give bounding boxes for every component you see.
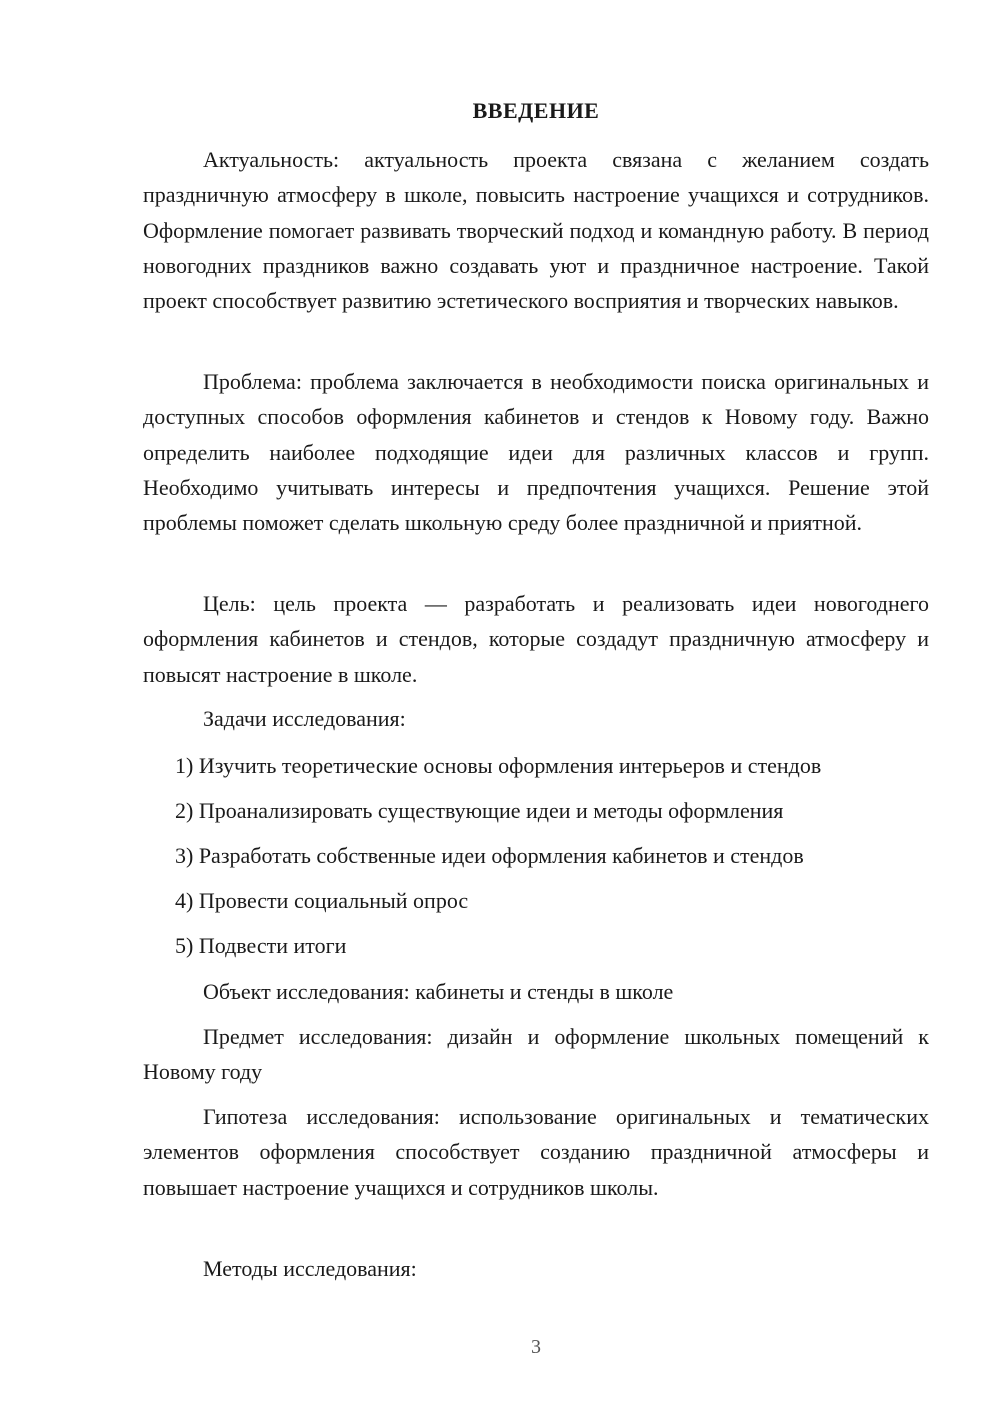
problem-paragraph: Проблема: проблема заключается в необходимости поиска оригинальных и доступных способов оформления кабинетов и стендов к Новому году. Важно определить наиболее подходящие идеи для различных классов и групп. Необходимо учитывать интересы и предпочтения учащихся. Решение этой проблемы поможет сделать школьную среду более праздничной и приятной. — [143, 369, 929, 536]
task-item: 3) Разработать собственные идеи оформления кабинетов и стендов — [175, 843, 804, 868]
object-paragraph: Объект исследования: кабинеты и стенды в школе — [203, 979, 674, 1004]
task-item: 1) Изучить теоретические основы оформления интерьеров и стендов — [175, 753, 822, 778]
relevance-paragraph: Актуальность: актуальность проекта связана с желанием создать праздничную атмосферу в школе, повысить настроение учащихся и сотрудников. Оформление помогает развивать творческий подход и командную работу. В период новогодних праздников важно создавать уют и праздничное настроение. Такой проект способствует развитию эстетического восприятия и творческих навыков. — [143, 147, 929, 314]
document-page — [143, 0, 929, 1414]
task-item: 2) Проанализировать существующие идеи и методы оформления — [175, 798, 784, 823]
goal-paragraph: Цель: цель проекта — разработать и реализовать идеи новогоднего оформления кабинетов и стендов, которые создадут праздничную атмосферу и повысят настроение в школе. — [143, 591, 929, 687]
tasks-title: Задачи исследования: — [203, 706, 406, 731]
hypothesis-paragraph: Гипотеза исследования: использование оригинальных и тематических элементов оформления способствует созданию праздничной атмосферы и повышает настроение учащихся и сотрудников школы. — [143, 1104, 929, 1200]
page-number: 3 — [531, 1336, 541, 1358]
task-item: 4) Провести социальный опрос — [175, 888, 469, 913]
subject-paragraph: Предмет исследования: дизайн и оформление школьных помещений к Новому году — [143, 1024, 929, 1085]
section-heading: ВВЕДЕНИЕ — [472, 98, 600, 123]
task-item: 5) Подвести итоги — [175, 933, 347, 958]
methods-title: Методы исследования: — [203, 1256, 417, 1281]
